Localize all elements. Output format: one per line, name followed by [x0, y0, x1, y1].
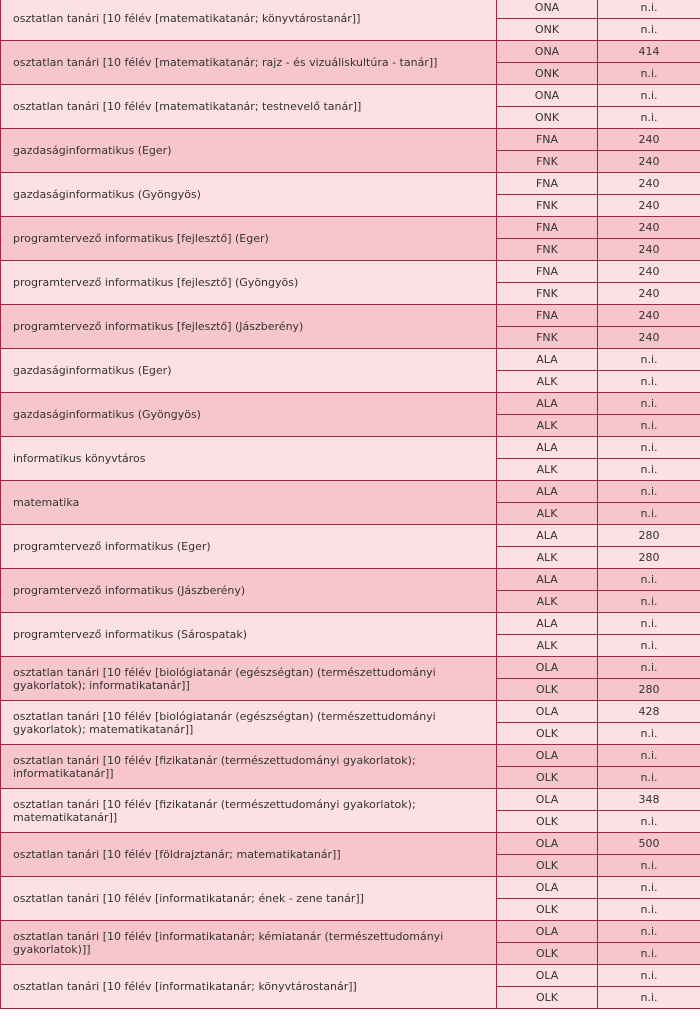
training-code-cell: OLK [497, 767, 598, 789]
points-cell: n.i. [598, 415, 700, 437]
points-cell: 240 [598, 151, 700, 173]
points-cell: 240 [598, 129, 700, 151]
training-code-cell: OLK [497, 723, 598, 745]
program-name-cell: osztatlan tanári [10 félév [biológiatanár (egészségtan) (természettudományi gyakorlatok); matematikatanár]] [1, 701, 497, 745]
program-name-cell: osztatlan tanári [10 félév [fizikatanár (természettudományi gyakorlatok); informatikatanár]] [1, 745, 497, 789]
training-code-cell: FNA [497, 217, 598, 239]
training-code-cell: ALK [497, 635, 598, 657]
table-row [1, 305, 700, 327]
table-row [1, 129, 700, 151]
training-code-cell: OLK [497, 679, 598, 701]
table-row [1, 701, 700, 723]
points-cell: 280 [598, 547, 700, 569]
training-code-cell: ONA [497, 0, 598, 19]
program-name-cell: gazdaságinformatikus (Gyöngyös) [1, 173, 497, 217]
points-cell: n.i. [598, 965, 700, 987]
points-cell: n.i. [598, 85, 700, 107]
training-code-cell: ALK [497, 547, 598, 569]
table-row [1, 481, 700, 503]
training-code-cell: ALA [497, 613, 598, 635]
points-cell: n.i. [598, 569, 700, 591]
training-code-cell: ALA [497, 349, 598, 371]
table-row [1, 393, 700, 415]
points-cell: n.i. [598, 481, 700, 503]
training-code-cell: FNA [497, 129, 598, 151]
training-code-cell: OLA [497, 657, 598, 679]
points-cell: 240 [598, 217, 700, 239]
points-cell: n.i. [598, 63, 700, 85]
training-code-cell: OLA [497, 789, 598, 811]
table-row [1, 0, 700, 19]
training-code-cell: OLA [497, 965, 598, 987]
training-code-cell: FNA [497, 261, 598, 283]
training-code-cell: ALK [497, 415, 598, 437]
program-name-cell: osztatlan tanári [10 félév [fizikatanár (természettudományi gyakorlatok); matematikatanár]] [1, 789, 497, 833]
training-code-cell: FNA [497, 173, 598, 195]
points-cell: n.i. [598, 437, 700, 459]
program-name-cell: osztatlan tanári [10 félév [matematikatanár; könyvtárostanár]] [1, 0, 497, 41]
points-cell: n.i. [598, 503, 700, 525]
points-cell: n.i. [598, 987, 700, 1009]
points-cell: 348 [598, 789, 700, 811]
training-code-cell: ALA [497, 569, 598, 591]
training-code-cell: ONK [497, 63, 598, 85]
table-body [1, 0, 700, 1009]
points-cell: n.i. [598, 877, 700, 899]
program-name-cell: programtervező informatikus [fejlesztő] (Eger) [1, 217, 497, 261]
training-code-cell: FNK [497, 239, 598, 261]
points-cell: n.i. [598, 393, 700, 415]
training-code-cell: ALA [497, 525, 598, 547]
program-name-cell: matematika [1, 481, 497, 525]
points-cell: 280 [598, 679, 700, 701]
training-code-cell: ALK [497, 371, 598, 393]
table-row [1, 657, 700, 679]
points-cell: 240 [598, 239, 700, 261]
training-code-cell: ALK [497, 459, 598, 481]
table-row [1, 833, 700, 855]
program-name-cell: osztatlan tanári [10 félév [informatikatanár; könyvtárostanár]] [1, 965, 497, 1009]
points-cell: 428 [598, 701, 700, 723]
points-cell: n.i. [598, 811, 700, 833]
training-code-cell: FNK [497, 283, 598, 305]
table-row [1, 349, 700, 371]
program-name-cell: programtervező informatikus (Sárospatak) [1, 613, 497, 657]
points-cell: n.i. [598, 767, 700, 789]
table-row [1, 261, 700, 283]
table-row [1, 173, 700, 195]
program-name-cell: gazdaságinformatikus (Eger) [1, 129, 497, 173]
table-row [1, 217, 700, 239]
program-name-cell: gazdaságinformatikus (Eger) [1, 349, 497, 393]
points-cell: 240 [598, 195, 700, 217]
program-name-cell: programtervező informatikus [fejlesztő] (Gyöngyös) [1, 261, 497, 305]
program-name-cell: osztatlan tanári [10 félév [matematikatanár; rajz - és vizuáliskultúra - tanár]] [1, 41, 497, 85]
program-name-cell: programtervező informatikus [fejlesztő] (Jászberény) [1, 305, 497, 349]
training-code-cell: OLA [497, 921, 598, 943]
training-code-cell: ALK [497, 503, 598, 525]
points-cell: n.i. [598, 591, 700, 613]
training-code-cell: ONK [497, 107, 598, 129]
program-name-cell: gazdaságinformatikus (Gyöngyös) [1, 393, 497, 437]
training-code-cell: ONA [497, 85, 598, 107]
points-cell: n.i. [598, 745, 700, 767]
points-cell: n.i. [598, 855, 700, 877]
training-code-cell: OLA [497, 745, 598, 767]
table-row [1, 41, 700, 63]
points-cell: n.i. [598, 943, 700, 965]
points-cell: n.i. [598, 0, 700, 19]
points-cell: 500 [598, 833, 700, 855]
program-name-cell: programtervező informatikus (Jászberény) [1, 569, 497, 613]
training-code-cell: OLA [497, 833, 598, 855]
training-code-cell: OLK [497, 899, 598, 921]
training-code-cell: ONK [497, 19, 598, 41]
points-cell: n.i. [598, 723, 700, 745]
training-code-cell: FNK [497, 195, 598, 217]
program-name-cell: osztatlan tanári [10 félév [földrajztanár; matematikatanár]] [1, 833, 497, 877]
table-row [1, 877, 700, 899]
points-cell: 240 [598, 173, 700, 195]
program-name-cell: osztatlan tanári [10 félév [biológiatanár (egészségtan) (természettudományi gyakorlatok); informatikatanár]] [1, 657, 497, 701]
training-code-cell: ALA [497, 437, 598, 459]
table-row [1, 85, 700, 107]
points-cell: n.i. [598, 19, 700, 41]
points-cell: 414 [598, 41, 700, 63]
points-cell: n.i. [598, 349, 700, 371]
points-cell: n.i. [598, 635, 700, 657]
points-cell: 240 [598, 305, 700, 327]
program-name-cell: informatikus könyvtáros [1, 437, 497, 481]
program-name-cell: osztatlan tanári [10 félév [matematikatanár; testnevelő tanár]] [1, 85, 497, 129]
training-code-cell: OLK [497, 811, 598, 833]
table-row [1, 437, 700, 459]
training-code-cell: OLK [497, 943, 598, 965]
points-cell: 280 [598, 525, 700, 547]
program-name-cell: osztatlan tanári [10 félév [informatikatanár; kémiatanár (természettudományi gyakorlatok)]] [1, 921, 497, 965]
points-cell: 240 [598, 327, 700, 349]
training-code-cell: OLA [497, 701, 598, 723]
training-code-cell: ALA [497, 481, 598, 503]
program-name-cell: osztatlan tanári [10 félév [informatikatanár; ének - zene tanár]] [1, 877, 497, 921]
table-row [1, 569, 700, 591]
points-cell: n.i. [598, 107, 700, 129]
table-row [1, 965, 700, 987]
training-code-cell: OLA [497, 877, 598, 899]
points-cell: 240 [598, 261, 700, 283]
points-cell: n.i. [598, 657, 700, 679]
table-row [1, 745, 700, 767]
table-row [1, 613, 700, 635]
training-code-cell: ALA [497, 393, 598, 415]
table-row [1, 525, 700, 547]
training-code-cell: OLK [497, 855, 598, 877]
program-name-cell: programtervező informatikus (Eger) [1, 525, 497, 569]
training-code-cell: ONA [497, 41, 598, 63]
points-cell: n.i. [598, 899, 700, 921]
points-cell: 240 [598, 283, 700, 305]
points-cell: n.i. [598, 459, 700, 481]
training-code-cell: FNK [497, 327, 598, 349]
points-cell: n.i. [598, 921, 700, 943]
table-row [1, 921, 700, 943]
points-cell: n.i. [598, 371, 700, 393]
training-code-cell: ALK [497, 591, 598, 613]
points-cell: n.i. [598, 613, 700, 635]
training-code-cell: FNK [497, 151, 598, 173]
training-code-cell: OLK [497, 987, 598, 1009]
table-row [1, 789, 700, 811]
training-code-cell: FNA [497, 305, 598, 327]
